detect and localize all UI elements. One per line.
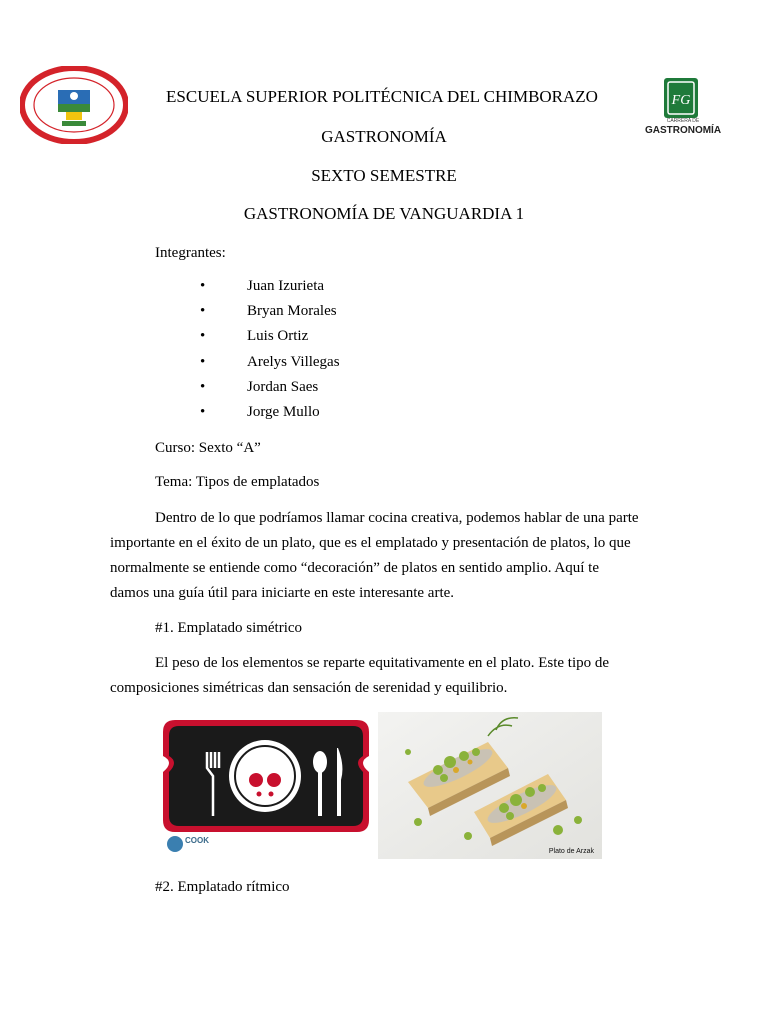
list-item: • Luis Ortiz (200, 328, 309, 344)
cook-caption: COOK (185, 836, 209, 845)
program-title: GASTRONOMÍA (321, 127, 447, 146)
list-item: • Jordan Saes (200, 379, 319, 395)
school-title: ESCUELA SUPERIOR POLITÉCNICA DEL CHIMBORAZO (166, 87, 598, 106)
section1-line-2: composiciones simétricas dan sensación de serenidad y equilibrio. (110, 680, 508, 696)
list-item: • Bryan Morales (200, 303, 337, 319)
section1-heading: #1. Emplatado simétrico (155, 620, 303, 636)
arzak-dish-photo (378, 712, 602, 859)
section2-heading: #2. Emplatado rítmico (155, 879, 290, 895)
logo-caption-top: CARRERA DE (666, 118, 700, 124)
topic-line: Tema: Tipos de emplatados (155, 474, 320, 490)
list-item: • Juan Izurieta (200, 278, 325, 294)
intro-line-4: damos una guía útil para iniciarte en este interesante arte. (110, 585, 455, 601)
section1-line-1: El peso de los elementos se reparte equitativamente en el plato. Este tipo de (155, 655, 610, 671)
course-line: Curso: Sexto “A” (155, 440, 261, 456)
photo-caption: Plato de Arzak (548, 848, 594, 855)
intro-line-2: importante en el éxito de un plato, que es el emplatado y presentación de platos, lo que (110, 535, 631, 551)
semester-title: SEXTO SEMESTRE (311, 166, 457, 185)
logo-name: GASTRONOMÍA (644, 125, 722, 136)
intro-line-3: normalmente se entiende como “decoración” de platos en sentido amplio. Aquí te (110, 560, 600, 576)
svg-text:FG: FG (671, 93, 691, 108)
intro-line-1: Dentro de lo que podríamos llamar cocina creativa, podemos hablar de una parte (155, 510, 639, 526)
members-label: Integrantes: (155, 245, 226, 261)
list-item: • Arelys Villegas (200, 354, 340, 370)
symmetric-plating-image (157, 716, 374, 858)
list-item: • Jorge Mullo (200, 404, 320, 420)
course-title: GASTRONOMÍA DE VANGUARDIA 1 (243, 204, 525, 223)
